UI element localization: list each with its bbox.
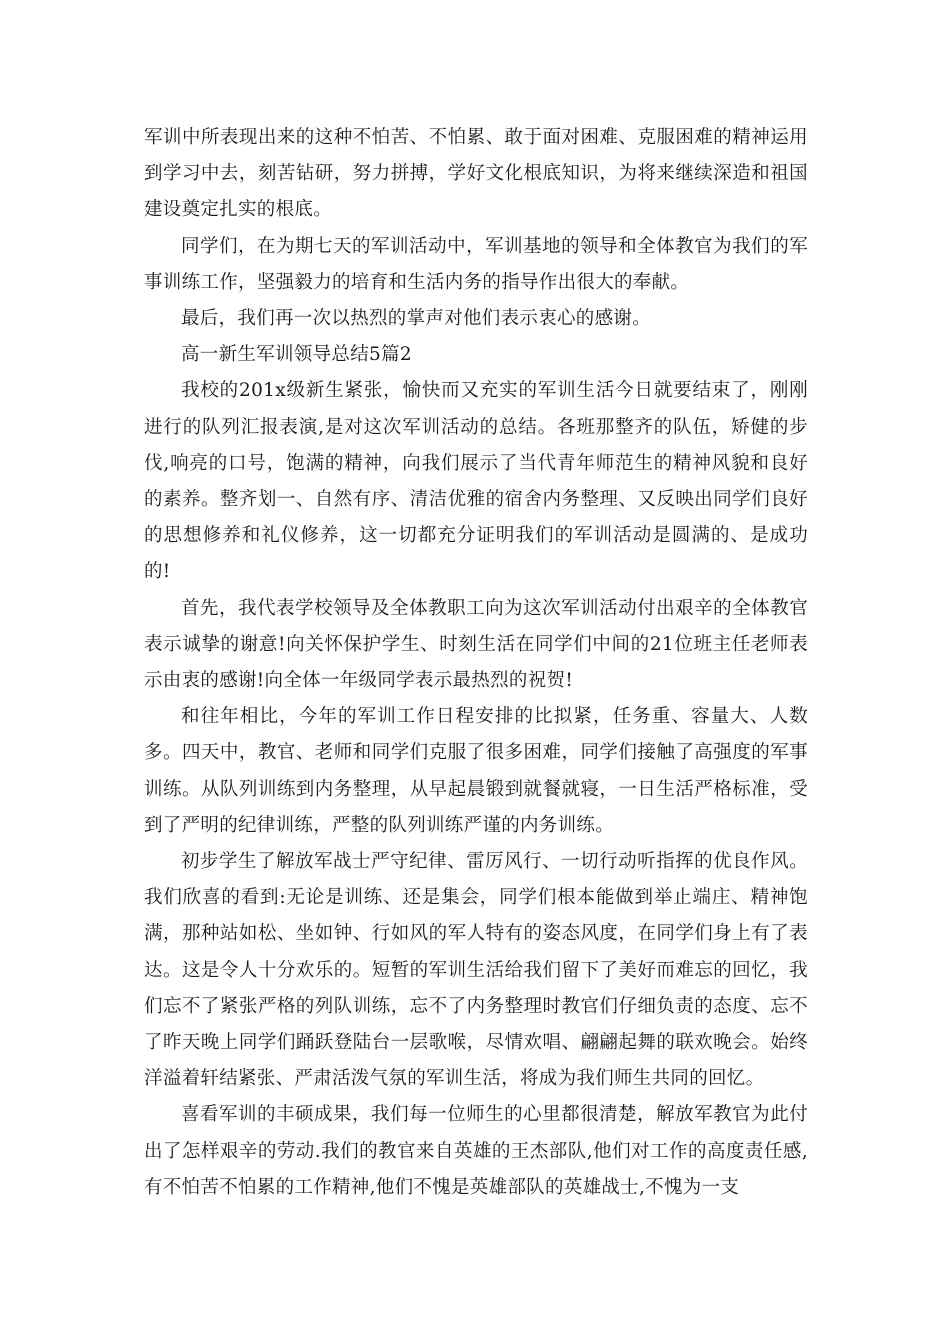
paragraph: 我校的201x级新生紧张，愉快而又充实的军训生活今日就要结束了，刚刚进行的队列汇报表演,是对这次军训活动的总结。各班那整齐的队伍，矫健的步伐,响亮的口号，饱满的精神，向我们展示了当代青年师范生的精神风貌和良好的素养。整齐划一、自然有序、清洁优雅的宿舍内务整理、又反映出同学们良好的思想修养和礼仪修养，这一切都充分证明我们的军训活动是圆满的、是成功的!: [144, 380, 808, 583]
paragraph: 喜看军训的丰硕成果，我们每一位师生的心里都很清楚，解放军教官为此付出了怎样艰辛的劳动.我们的教官来自英雄的王杰部队,他们对工作的高度责任感,有不怕苦不怕累的工作精神,他们不愧是英雄部队的英雄战士,不愧为一支: [144, 1104, 808, 1198]
paragraph: 初步学生了解放军战士严守纪律、雷厉风行、一切行动听指挥的优良作风。我们欣喜的看到:无论是训练、还是集会，同学们根本能做到举止端庄、精神饱满，那种站如松、坐如钟、行如风的军人特有的姿态风度，在同学们身上有了表达。这是令人十分欢乐的。短暂的军训生活给我们留下了美好而难忘的回忆，我们忘不了紧张严格的列队训练，忘不了内务整理时教官们仔细负责的态度、忘不了昨天晚上同学们踊跃登陆台一层歌喉，尽情欢唱、翩翩起舞的联欢晚会。始终洋溢着轩结紧张、严肃活泼气氛的军训生活，将成为我们师生共同的回忆。: [144, 851, 808, 1090]
paragraph: 最后，我们再一次以热烈的掌声对他们表示衷心的感谢。: [181, 308, 652, 330]
document-body: [144, 120, 808, 1206]
paragraph: 和往年相比，今年的军训工作日程安排的比拟紧，任务重、容量大、人数多。四天中，教官、老师和同学们克服了很多困难，同学们接触了高强度的军事训练。从队列训练到内务整理，从早起晨锻到就餐就寝，一日生活严格标准，受到了严明的纪律训练，严整的队列训练严谨的内务训练。: [144, 706, 808, 836]
paragraph: 首先，我代表学校领导及全体教职工向为这次军训活动付出艰辛的全体教官表示诚挚的谢意!向关怀保护学生、时刻生活在同学们中间的21位班主任老师表示由衷的感谢!向全体一年级同学表示最热烈的祝贺!: [144, 597, 808, 692]
paragraph: 同学们，在为期七天的军训活动中，军训基地的领导和全体教官为我们的军事训练工作，坚强毅力的培育和生活内务的指导作出很大的奉献。: [144, 235, 808, 293]
paragraph-continuation: 军训中所表现出来的这种不怕苦、不怕累、敢于面对困难、克服困难的精神运用到学习中去，刻苦钻研，努力拼搏，学好文化根底知识，为将来继续深造和祖国建设奠定扎实的根底。: [144, 127, 808, 221]
section-heading: 高一新生军训领导总结5篇2: [181, 344, 412, 366]
